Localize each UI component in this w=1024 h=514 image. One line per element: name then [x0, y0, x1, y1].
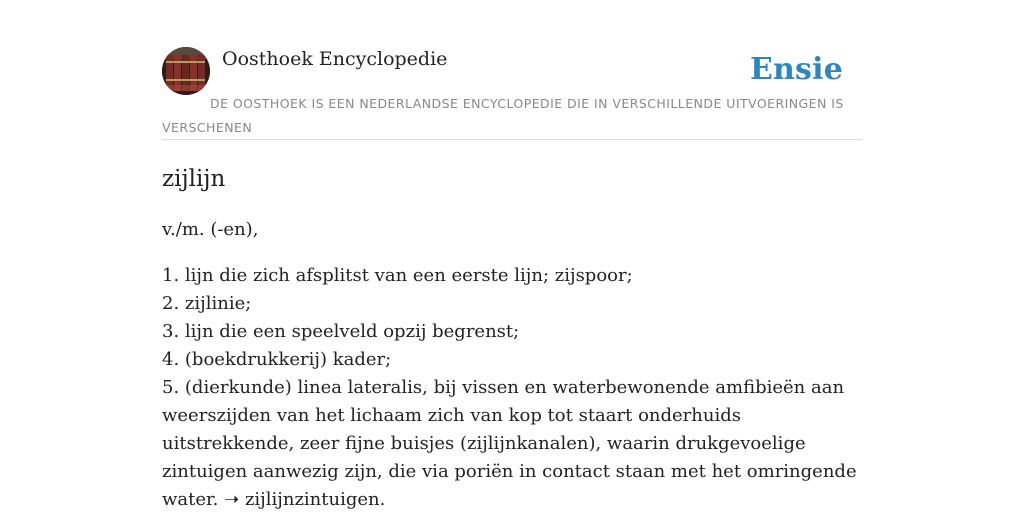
arrow-right-icon: ➝ — [224, 489, 240, 510]
sense-item: 3. lijn die een speelveld opzij begrenst; — [162, 321, 520, 342]
entry-page — [162, 46, 862, 514]
site-tagline: DE OOSTHOEK IS EEN NEDERLANDSE ENCYCLOPEDIE DIE IN VERSCHILLENDE UITVOERINGEN IS VERSCHENEN — [162, 96, 844, 135]
sense-item: 4. (boekdrukkerij) kader; — [162, 349, 392, 370]
site-name[interactable]: Oosthoek Encyclopedie — [222, 48, 448, 70]
sense-item: 1. lijn die zich afsplitst van een eerste lijn; zijspoor; — [162, 265, 633, 286]
sense-list — [162, 262, 862, 514]
encyclopedia-books-icon[interactable] — [162, 47, 210, 95]
sense-text: 5. (dierkunde) linea lateralis, bij vissen en waterbewonende amfibieën aan weerszijden van het lichaam zich van kop tot staart onderhuids uitstrekkende, zeer fijne buisjes (zijlijnkanalen), waarin drukgevoelige zintuigen aanwezig zijn, die via poriën in contact staan met het omringende water. — [162, 377, 857, 510]
grammar-info: v./m. (-en), — [162, 219, 259, 240]
crossref-link[interactable]: zijlijnzintuigen. — [244, 489, 386, 510]
entry-headword: zijlijn — [162, 166, 226, 192]
ensie-logo[interactable]: Ensie — [749, 52, 843, 87]
site-header — [162, 46, 862, 140]
sense-item: 2. zijlinie; — [162, 293, 252, 314]
sense-item — [162, 374, 862, 514]
